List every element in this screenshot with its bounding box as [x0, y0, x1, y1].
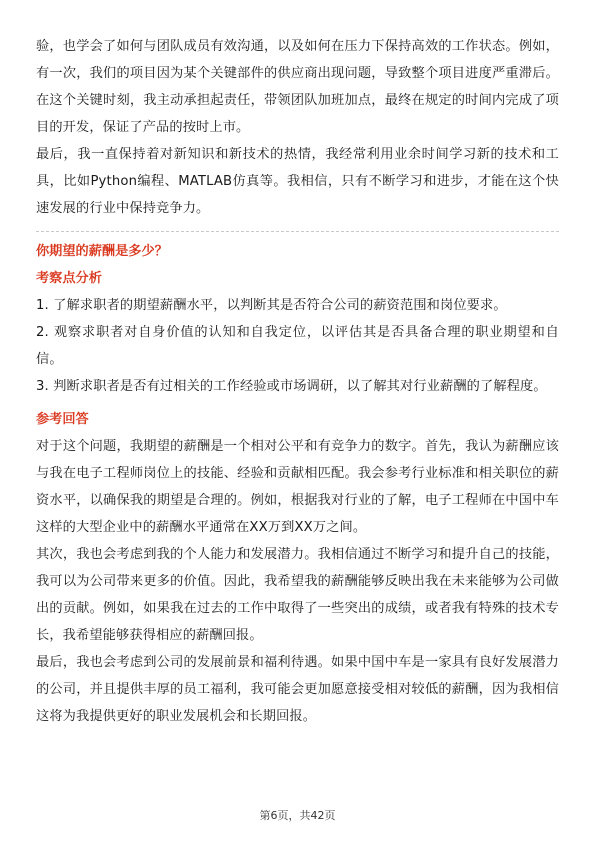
question-heading: 你期望的薪酬是多少？ [36, 244, 168, 259]
analysis-title: 考察点分析 [36, 271, 102, 286]
answer-title: 参考回答 [36, 412, 89, 427]
page-number: 第6页，共42页 [259, 809, 336, 822]
analysis-point: 3. 判断求职者是否有过相关的工作经验或市场调研，以了解其对行业薪酬的了解程度。 [36, 379, 547, 394]
document-page [36, 33, 559, 730]
intro-paragraph: 验，也学会了如何与团队成员有效沟通，以及如何在压力下保持高效的工作状态。例如，有一次，我们的项目因为某个关键部件的供应商出现问题，导致整个项目进度严重滞后。在这个关键时刻，我主动承担起责任，带领团队加班加点，最终在规定的时间内完成了项目的开发，保证了产品的按时上市。 [36, 39, 559, 135]
intro-paragraph: 最后，我一直保持着对新知识和新技术的热情，我经常利用业余时间学习新的技术和工具，比如Python编程、MATLAB仿真等。我相信，只有不断学习和进步，才能在这个快速发展的行业中保持竞争力。 [36, 147, 559, 216]
answer-paragraph: 对于这个问题，我期望的薪酬是一个相对公平和有竞争力的数字。首先，我认为薪酬应该与我在电子工程师岗位上的技能、经验和贡献相匹配。我会参考行业标准和相关职位的薪资水平，以确保我的期望是合理的。例如，根据我对行业的了解，电子工程师在中国中车这样的大型企业中的薪酬水平通常在XX万到XX万之间。 [36, 439, 559, 535]
section-divider [36, 231, 559, 232]
analysis-point: 2. 观察求职者对自身价值的认知和自我定位，以评估其是否具备合理的职业期望和自信。 [36, 325, 559, 367]
answer-paragraph: 其次，我也会考虑到我的个人能力和发展潜力。我相信通过不断学习和提升自己的技能，我可以为公司带来更多的价值。因此，我希望我的薪酬能够反映出我在未来能够为公司做出的贡献。例如，如果我在过去的工作中取得了一些突出的成绩，或者我有特殊的技术专长，我希望能够获得相应的薪酬回报。 [36, 547, 559, 643]
analysis-point: 1. 了解求职者的期望薪酬水平，以判断其是否符合公司的薪资范围和岗位要求。 [36, 298, 507, 313]
answer-paragraph: 最后，我也会考虑到公司的发展前景和福利待遇。如果中国中车是一家具有良好发展潜力的公司，并且提供丰厚的员工福利，我可能会更加愿意接受相对较低的薪酬，因为我相信这将为我提供更好的职业发展机会和长期回报。 [36, 655, 559, 724]
